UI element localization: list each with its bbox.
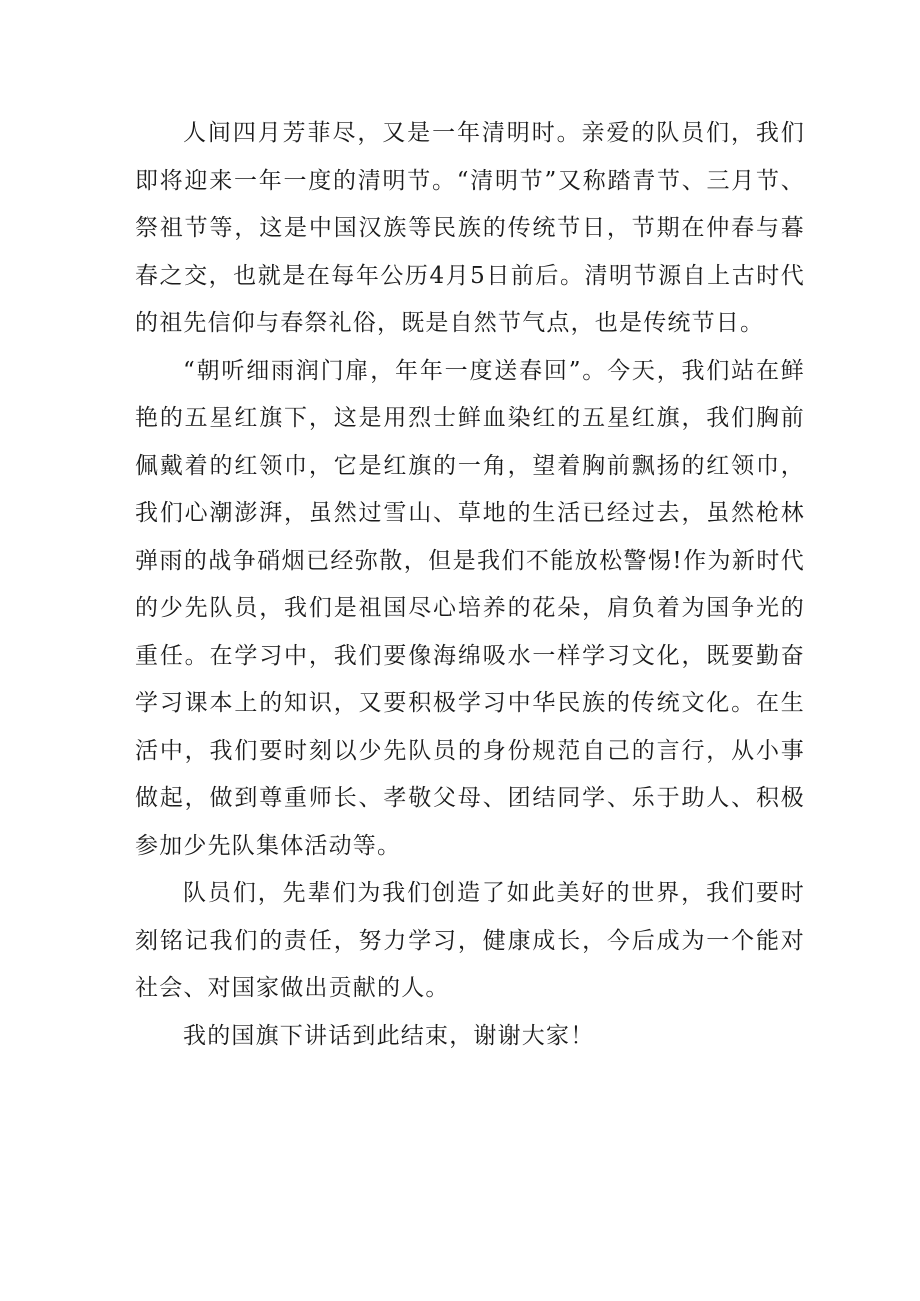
- paragraph-3: 队员们，先辈们为我们创造了如此美好的世界，我们要时刻铭记我们的责任，努力学习，健康成长，今后成为一个能对社会、对国家做出贡献的人。: [135, 880, 805, 1001]
- paragraph-4: 我的国旗下讲话到此结束，谢谢大家！: [183, 1022, 595, 1049]
- document-body: [135, 110, 805, 1060]
- paragraph-1: 人间四月芳菲尽，又是一年清明时。亲爱的队员们，我们即将迎来一年一度的清明节。“清明节”又称踏青节、三月节、祭祖节等，这是中国汉族等民族的传统节日，节期在仲春与暮春之交，也就是在每年公历4月5日前后。清明节源自上古时代的祖先信仰与春祭礼俗，既是自然节气点，也是传统节日。: [135, 120, 805, 336]
- paragraph-2: “朝听细雨润门扉，年年一度送春回”。今天，我们站在鲜艳的五星红旗下，这是用烈士鲜血染红的五星红旗，我们胸前佩戴着的红领巾，它是红旗的一角，望着胸前飘扬的红领巾，我们心潮澎湃，虽然过雪山、草地的生活已经过去，虽然枪林弹雨的战争硝烟已经弥散，但是我们不能放松警惕!作为新时代的少先队员，我们是祖国尽心培养的花朵，肩负着为国争光的重任。在学习中，我们要像海绵吸水一样学习文化，既要勤奋学习课本上的知识，又要积极学习中华民族的传统文化。在生活中，我们要时刻以少先队员的身份规范自己的言行，从小事做起，做到尊重师长、孝敬父母、团结同学、乐于助人、积极参加少先队集体活动等。: [135, 357, 805, 859]
